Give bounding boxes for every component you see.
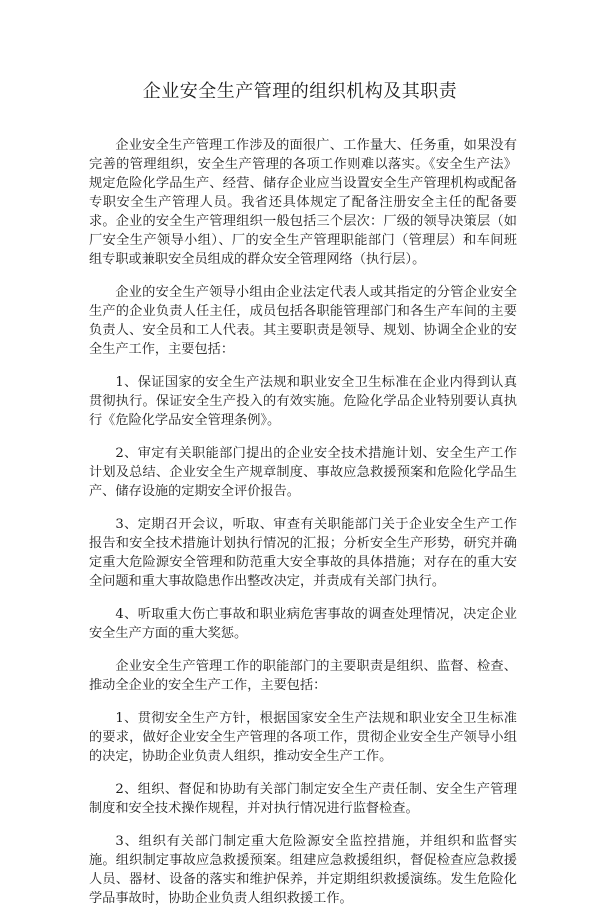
paragraph-functional-dept: 企业安全生产管理工作的职能部门的主要职责是组织、监督、检查、推动全企业的安全生产工作，主要包括： — [89, 659, 517, 693]
document-title: 企业安全生产管理的组织机构及其职责 — [142, 81, 458, 102]
paragraph-leadership-duty-3: 3、定期召开会议，听取、审查有关职能部门关于企业安全生产工作报告和安全技术措施计划执行情况的汇报；分析安全生产形势，研究并确定重大危险源安全管理和防范重大安全事故的具体措施；对存在的重大安全问题和重大事故隐患作出整改决定，并责成有关部门执行。 — [89, 517, 517, 589]
paragraph-dept-duty-2: 2、组织、督促和协助有关部门制定安全生产责任制、安全生产管理制度和安全技术操作规程，并对执行情况进行监督检查。 — [89, 782, 517, 816]
paragraph-leadership-duty-4: 4、听取重大伤亡事故和职业病危害事故的调查处理情况，决定企业安全生产方面的重大奖惩。 — [89, 607, 517, 641]
paragraph-leadership-duty-2: 2、审定有关职能部门提出的企业安全技术措施计划、安全生产工作计划及总结、企业安全生产规章制度、事故应急救援预案和危险化学品生产、储存设施的定期安全评价报告。 — [89, 446, 517, 499]
document-body — [89, 136, 517, 922]
paragraph-dept-duty-1: 1、贯彻安全生产方针，根据国家安全生产法规和职业安全卫生标准的要求，做好企业安全生产管理的各项工作，贯彻企业安全生产领导小组的决定，协助企业负责人组织，推动安全生产工作。 — [89, 711, 517, 764]
paragraph-leadership-group: 企业的安全生产领导小组由企业法定代表人或其指定的分管企业安全生产的企业负责人任主任，成员包括各职能管理部门和各生产车间的主要负责人、安全员和工人代表。其主要职责是领导、规划、协调全企业的安全生产工作，主要包括： — [89, 285, 517, 357]
paragraph-dept-duty-3: 3、组织有关部门制定重大危险源安全监控措施，并组织和监督实施。组织制定事故应急救援预案。组建应急救援组织，督促检查应急救援人员、器材、设备的落实和维护保养，并定期组织救援演练。发生危险化学品事故时，协助企业负责人组织救援工作。 — [89, 834, 517, 906]
paragraph-leadership-duty-1: 1、保证国家的安全生产法规和职业安全卫生标准在企业内得到认真贯彻执行。保证安全生产投入的有效实施。危险化学品企业特别要认真执行《危险化学品安全管理条例》。 — [89, 375, 517, 428]
paragraph-intro: 企业安全生产管理工作涉及的面很广、工作量大、任务重，如果没有完善的管理组织，安全生产管理的各项工作则难以落实。《安全生产法》规定危险化学品生产、经营、储存企业应当设置安全生产管理机构或配备专职安全生产管理人员。我省还具体规定了配备注册安全主任的配备要求。企业的安全生产管理组织一般包括三个层次：厂级的领导决策层（如厂安全生产领导小组）、厂的安全生产管理职能部门（管理层）和车间班组专职或兼职安全员组成的群众安全管理网络（执行层）。 — [89, 138, 517, 267]
